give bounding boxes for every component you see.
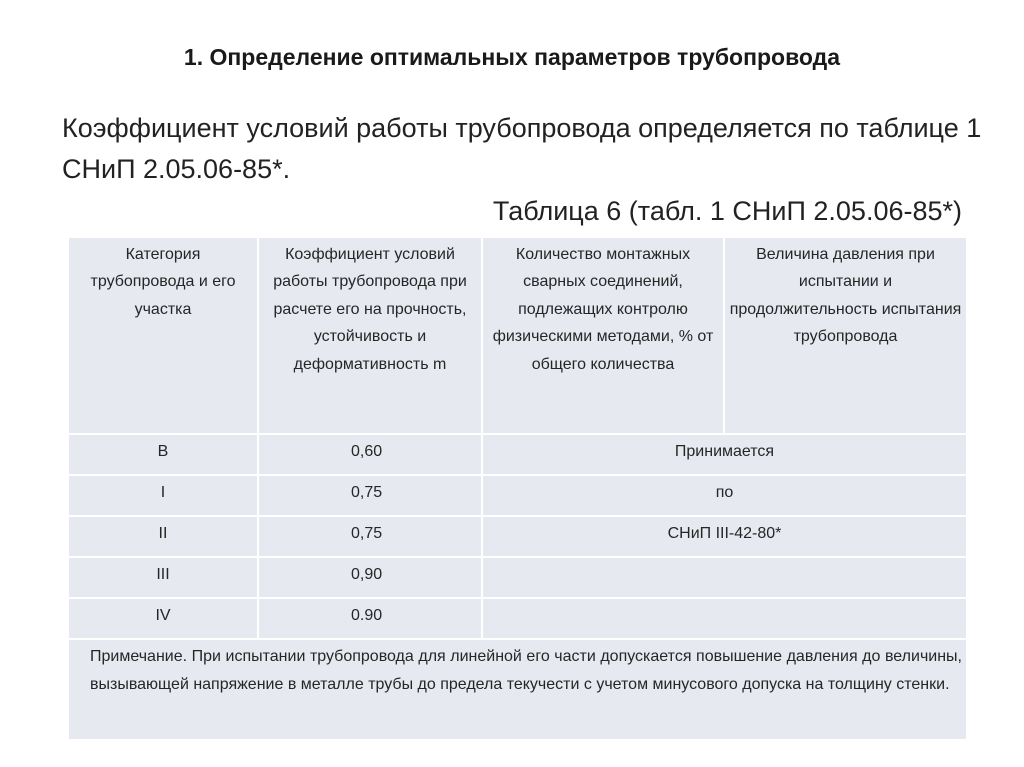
cell-merged	[482, 598, 967, 639]
parameters-table	[67, 236, 966, 739]
slide-title: 1. Определение оптимальных параметров трубопровода	[183, 44, 841, 70]
table-note-row	[68, 639, 967, 756]
header-weld-control: Количество монтажных сварных соединений, подлежащих контролю физическими методами, % от общего количества	[482, 237, 724, 434]
cell-coefficient: 0.90	[258, 598, 482, 639]
header-pressure: Величина давления при испытании и продолжительность испытания трубопровода	[724, 237, 967, 434]
cell-coefficient: 0,75	[258, 475, 482, 516]
table-note: Примечание. При испытании трубопровода для линейной его части допускается повышение давления до величины, вызывающей напряжение в металле трубы до предела текучести с учетом минусового допуска на толщину стенки.	[68, 639, 967, 756]
cell-coefficient: 0,60	[258, 434, 482, 475]
cell-coefficient: 0,75	[258, 516, 482, 557]
header-category: Категория трубопровода и его участка	[68, 237, 258, 434]
cell-merged	[482, 557, 967, 598]
table-caption: Таблица 6 (табл. 1 СНиП 2.05.06-85*)	[492, 196, 962, 226]
cell-category: IV	[68, 598, 258, 639]
intro-paragraph: Коэффициент условий работы трубопровода определяется по таблице 1 СНиП 2.05.06-85*.	[62, 113, 982, 184]
cell-category: I	[68, 475, 258, 516]
cell-merged: по	[482, 475, 967, 516]
cell-merged: Принимается	[482, 434, 967, 475]
cell-merged: СНиП III-42-80*	[482, 516, 967, 557]
cell-coefficient: 0,90	[258, 557, 482, 598]
cell-category: III	[68, 557, 258, 598]
table-row	[68, 557, 967, 598]
table-row	[68, 598, 967, 639]
table-row	[68, 516, 967, 557]
header-coefficient: Коэффициент условий работы трубопровода при расчете его на прочность, устойчивость и деформативность m	[258, 237, 482, 434]
table-header-row	[68, 237, 967, 434]
table-row	[68, 434, 967, 475]
cell-category: В	[68, 434, 258, 475]
table-row	[68, 475, 967, 516]
cell-category: II	[68, 516, 258, 557]
